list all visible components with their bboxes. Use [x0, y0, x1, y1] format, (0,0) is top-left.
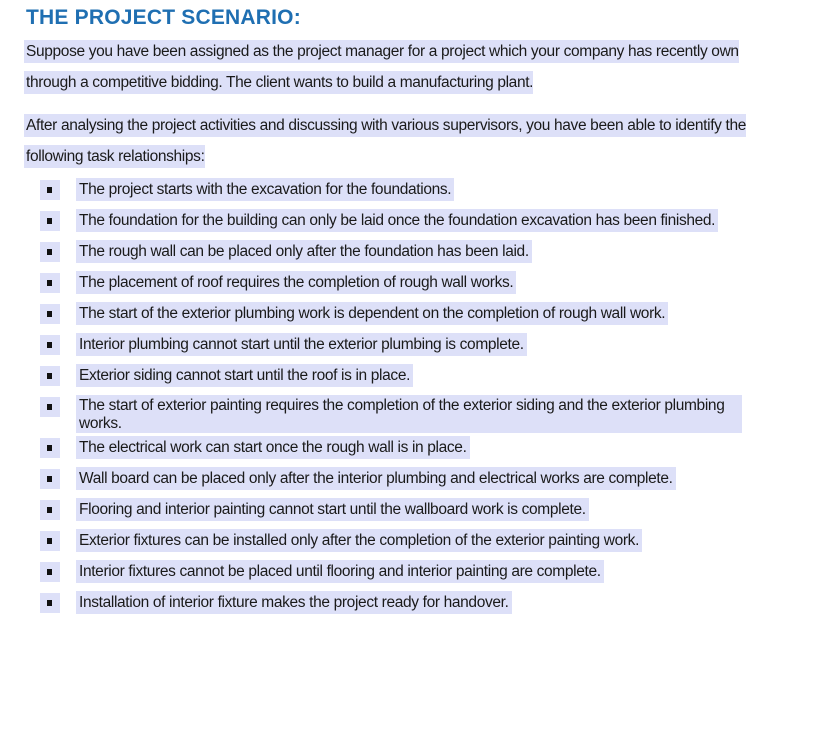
intro-line-1: Suppose you have been assigned as the project manager for a project which your company has recently own [24, 40, 739, 63]
page-title: THE PROJECT SCENARIO: [26, 6, 301, 29]
list-item-text: Interior fixtures cannot be placed until flooring and interior painting are complete. [76, 560, 604, 583]
list-item-text: The electrical work can start once the rough wall is in place. [76, 436, 470, 459]
bullet-square-icon [47, 280, 52, 286]
context-line-1: After analysing the project activities and discussing with various supervisors, you have been able to identify the [24, 114, 746, 137]
list-item-text: Exterior fixtures can be installed only after the completion of the exterior painting work. [76, 529, 642, 552]
list-item-text: The start of the exterior plumbing work is dependent on the completion of rough wall work. [76, 302, 668, 325]
bullet-square-icon [47, 445, 52, 451]
context-line-2: following task relationships: [24, 145, 205, 168]
list-item-text: The placement of roof requires the completion of rough wall works. [76, 271, 516, 294]
list-item-text: The foundation for the building can only be laid once the foundation excavation has been finished. [76, 209, 718, 232]
bullet-square-icon [47, 311, 52, 317]
bullet-square-icon [47, 342, 52, 348]
intro-line-2: through a competitive bidding. The client wants to build a manufacturing plant. [24, 71, 533, 94]
bullet-square-icon [47, 249, 52, 255]
bullet-square-icon [47, 373, 52, 379]
list-item-text: Flooring and interior painting cannot start until the wallboard work is complete. [76, 498, 589, 521]
list-item-text: The rough wall can be placed only after the foundation has been laid. [76, 240, 532, 263]
list-item-text: The start of exterior painting requires the completion of the exterior siding and the exterior plumbing works. [76, 395, 742, 433]
bullet-square-icon [47, 538, 52, 544]
bullet-square-icon [47, 600, 52, 606]
list-item-text: Interior plumbing cannot start until the exterior plumbing is complete. [76, 333, 527, 356]
bullet-square-icon [47, 404, 52, 410]
bullet-square-icon [47, 507, 52, 513]
bullet-square-icon [47, 218, 52, 224]
bullet-square-icon [47, 569, 52, 575]
bullet-square-icon [47, 476, 52, 482]
list-item-text: The project starts with the excavation for the foundations. [76, 178, 454, 201]
list-item-text: Installation of interior fixture makes the project ready for handover. [76, 591, 512, 614]
list-item-text: Wall board can be placed only after the interior plumbing and electrical works are complete. [76, 467, 676, 490]
bullet-square-icon [47, 187, 52, 193]
list-item-text: Exterior siding cannot start until the roof is in place. [76, 364, 413, 387]
